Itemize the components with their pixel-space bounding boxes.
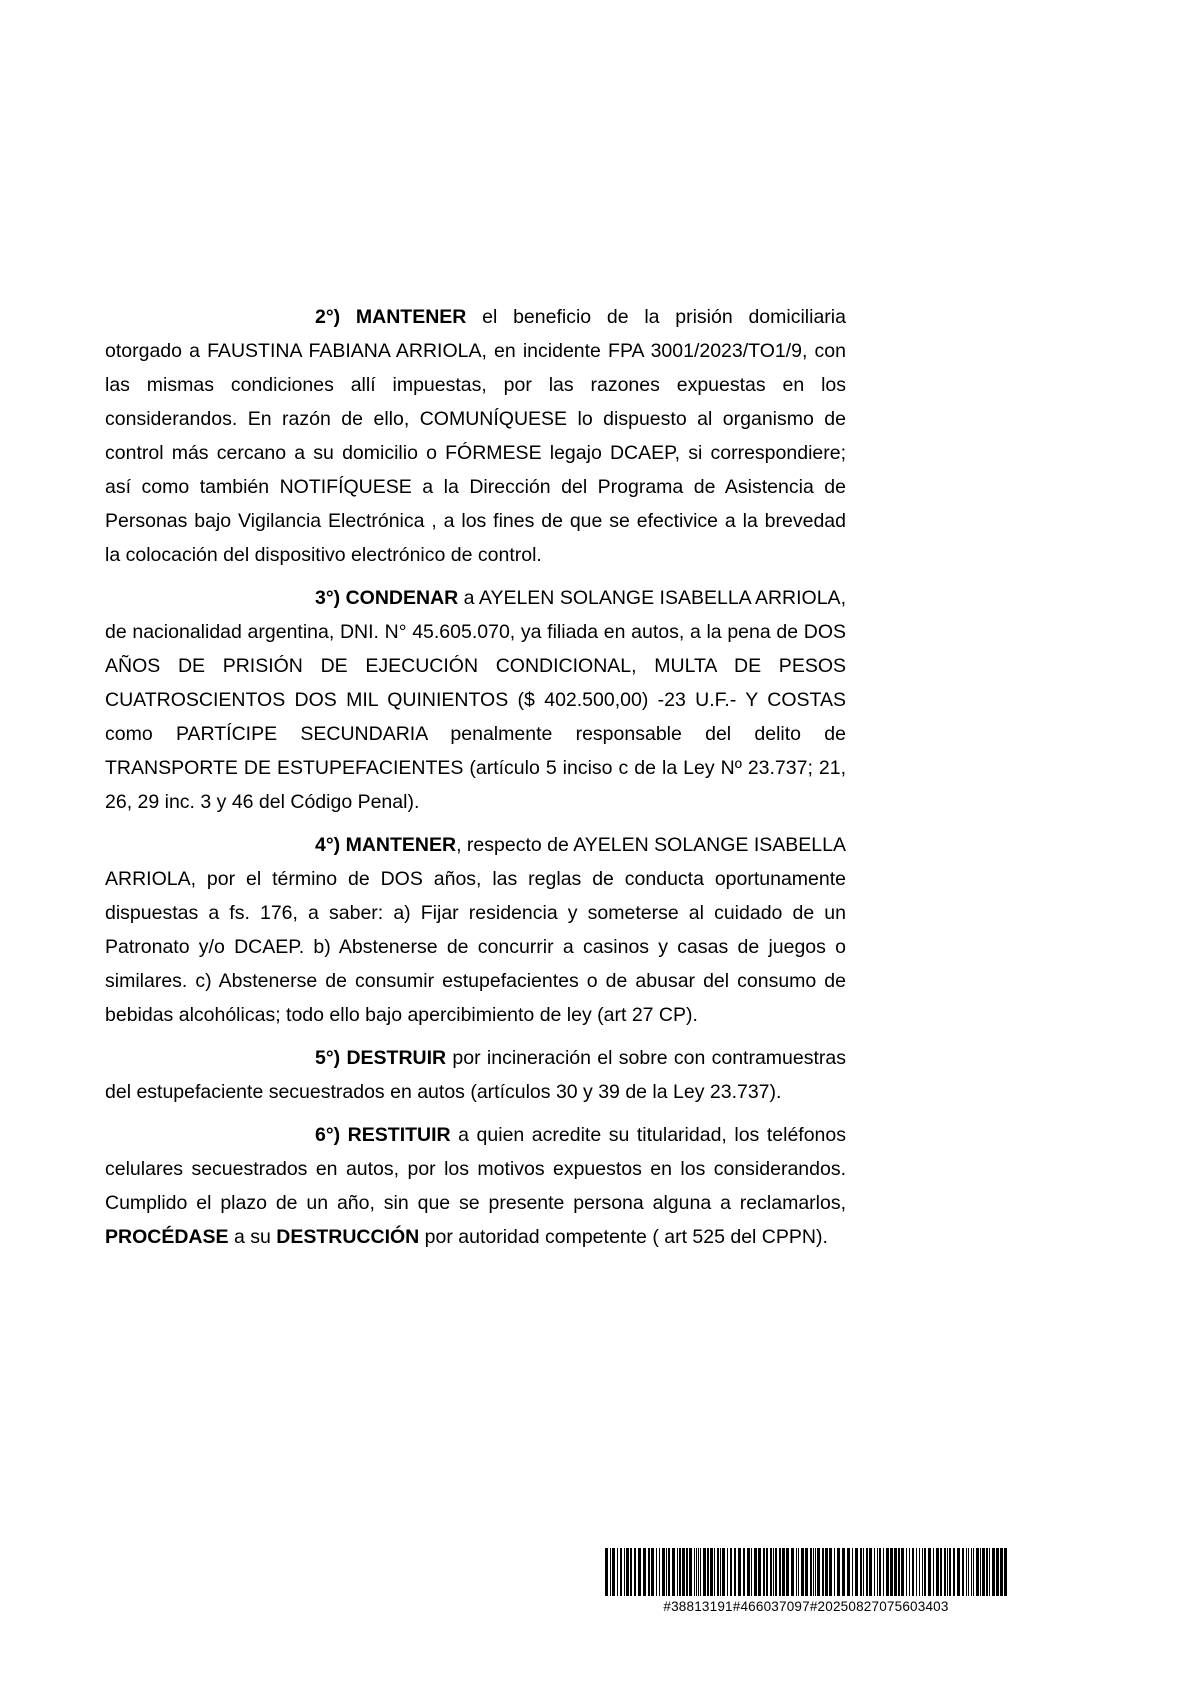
paragraph-run: por autoridad competente ( art 525 del CPPN). (419, 1226, 828, 1248)
paragraph-4 (105, 828, 846, 1032)
paragraph-run: por incineración el sobre con contramuestras del estupefaciente secuestrados en autos (artículos 30 y 39 de la Ley 23.737). (105, 1047, 846, 1103)
barcode-caption: #38813191#466037097#20250827075603403 (663, 1599, 949, 1614)
barcode (600, 1548, 1012, 1596)
paragraph-run-bold: DESTRUCCIÓN (276, 1226, 420, 1248)
paragraph-run-bold: 5°) DESTRUIR (315, 1047, 447, 1069)
paragraph-run: el beneficio de la prisión domiciliaria otorgado a FAUSTINA FABIANA ARRIOLA, en incidente FPA 3001/2023/TO1/9, con las mismas condiciones allí impuestas, por las razones expuestas en los considerandos. En razón de ello, COMUNÍQUESE lo dispuesto al organismo de control más cercano a su domicilio o FÓRMESE legajo DCAEP, si correspondiere; así como también NOTIFÍQUESE a la Dirección del Programa de Asistencia de Personas bajo Vigilancia Electrónica , a los fines de que se efectivice a la brevedad la colocación del dispositivo electrónico de control. (105, 306, 846, 566)
paragraph-run: a su (228, 1226, 277, 1248)
barcode-block (600, 1548, 1012, 1614)
paragraph-2 (105, 300, 846, 572)
paragraph-6 (105, 1118, 846, 1254)
paragraph-5 (105, 1041, 846, 1109)
document-body (105, 300, 846, 1263)
paragraph-run-bold: 2°) MANTENER (315, 306, 467, 328)
paragraph-run: , respecto de AYELEN SOLANGE ISABELLA ARRIOLA, por el término de DOS años, las reglas de conducta oportunamente dispuestas a fs. 176, a saber: a) Fijar residencia y someterse al cuidado de un Patronato y/o DCAEP. b) Abstenerse de concurrir a casinos y casas de juegos o similares. c) Abstenerse de consumir estupefacientes o de abusar del consumo de bebidas alcohólicas; todo ello bajo apercibimiento de ley (art 27 CP). (105, 834, 846, 1026)
paragraph-run: a AYELEN SOLANGE ISABELLA ARRIOLA, de nacionalidad argentina, DNI. N° 45.605.070, ya filiada en autos, a la pena de DOS AÑOS DE PRISIÓN DE EJECUCIÓN CONDICIONAL, MULTA DE PESOS CUATROSCIENTOS DOS MIL QUINIENTOS ($ 402.500,00) -23 U.F.- Y COSTAS como PARTÍCIPE SECUNDARIA penalmente responsable del delito de TRANSPORTE DE ESTUPEFACIENTES (artículo 5 inciso c de la Ley Nº 23.737; 21, 26, 29 inc. 3 y 46 del Código Penal). (105, 587, 846, 813)
paragraph-run-bold: 4°) MANTENER (315, 834, 457, 856)
paragraph-run-bold: PROCÉDASE (105, 1226, 229, 1248)
paragraph-3 (105, 581, 846, 819)
paragraph-run-bold: 6°) RESTITUIR (315, 1124, 451, 1146)
paragraph-run: a quien acredite su titularidad, los teléfonos celulares secuestrados en autos, por los motivos expuestos en los considerandos. Cumplido el plazo de un año, sin que se presente persona alguna a reclamarlos, (105, 1124, 846, 1214)
paragraph-run-bold: 3°) CONDENAR (315, 587, 459, 609)
